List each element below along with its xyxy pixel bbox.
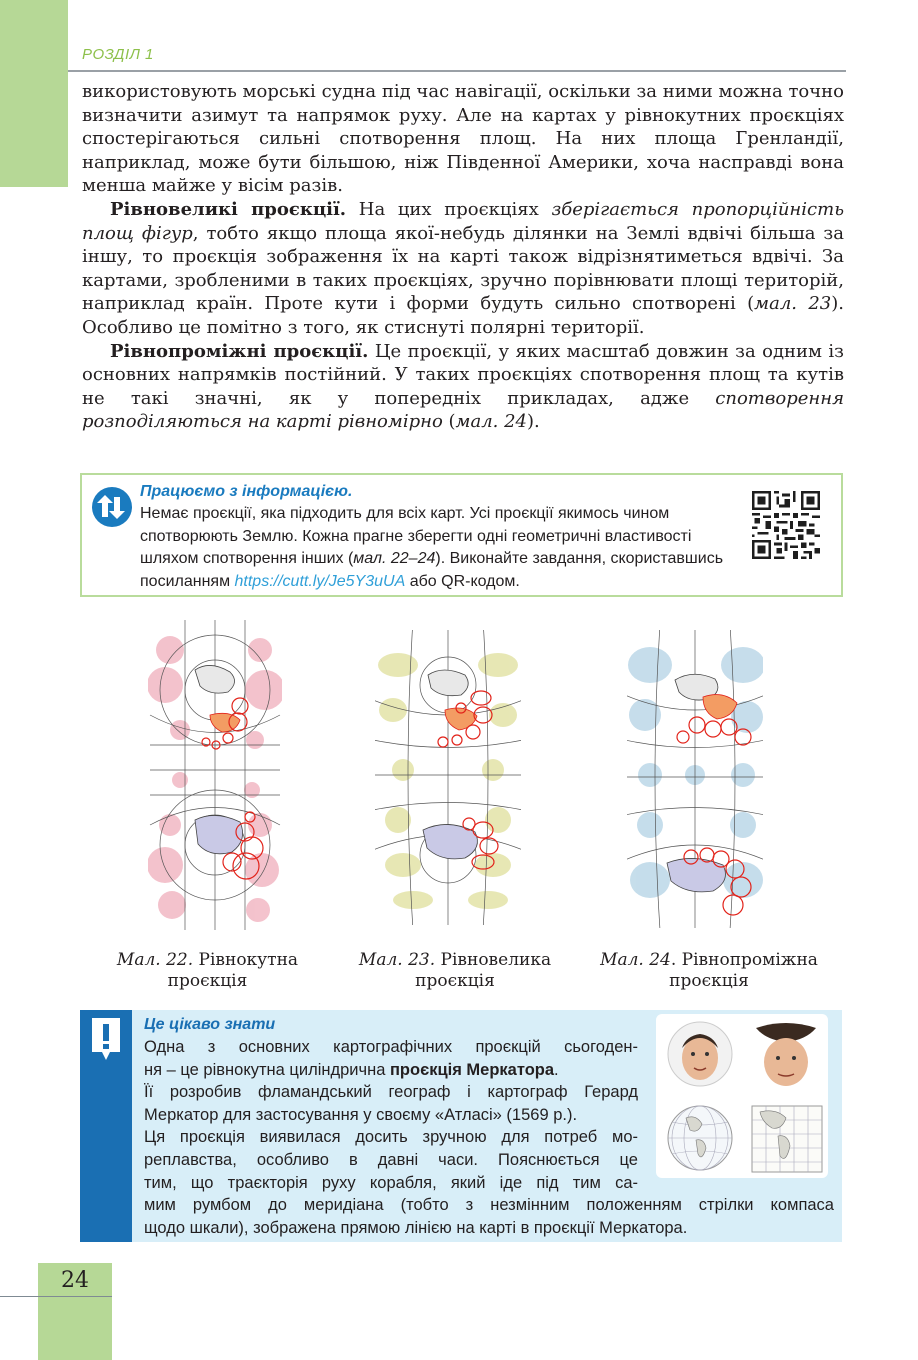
- fact-stripe: [80, 1010, 132, 1242]
- figure-ref: мал. 23: [754, 293, 832, 315]
- paragraph-1: використовують морські судна під час навігації, оскільки за ними можна точно визначити азимут та напрямок руху. Але на картах у рівнокутних проєкціях спостерігаються сильні спотворення площ. На них площа Гренландії, наприклад, може бути більшою, ніж Південної Америки, хоча насправді вона менша майже у вісім разів.: [82, 81, 844, 197]
- main-text: [82, 80, 844, 434]
- fact-title: Це цікаво знати: [144, 1016, 276, 1033]
- map-equal-area: [373, 620, 523, 930]
- header-divider: [68, 70, 846, 72]
- resource-link[interactable]: https://cutt.ly/Je5Y3uUA: [234, 572, 406, 590]
- figure-ref: мал. 24: [455, 411, 528, 433]
- info-text: Немає проєкції, яка підходить для всіх карт. Усі проєкції якимось чином спотворюють Землю. Кожна прагне зберегти одні геометричні властивості шляхом спотворення інших (мал. 22–24). Виконайте завдання, скориставшись посиланням https://cutt.ly/Je5Y3uUA або QR-кодом.: [140, 505, 724, 590]
- map-equidistant: [625, 625, 765, 930]
- mercator-term: проєкція Меркатора: [389, 1060, 555, 1079]
- info-box: [80, 473, 843, 597]
- caption-fig-24: Мал. 24. Рівнопроміжна проєкція: [600, 950, 818, 991]
- arrows-up-down-icon: [92, 487, 132, 527]
- paragraph-2: Рівновеликі проєкції. На цих проєкціях зберігається пропорційність площ фігур, тобто якщо площа якої-небудь ділянки на Землі вдвічі більша за іншу, то проєкція зображення їх на карті також відрізнятиметься вдвічі. За картами, зробленими в таких проєкціях, зручно порівнювати площі територій, наприклад країн. Проте кути і форми будуть сильно спотворені (мал. 23). Особливо це помітно з того, як стиснуті полярні території.: [82, 198, 844, 338]
- qr-code-icon[interactable]: [752, 491, 820, 559]
- term-equal-area: Рівновеликі проєкції.: [110, 198, 347, 220]
- mercator-illustration: [656, 1014, 828, 1178]
- caption-fig-23: Мал. 23. Рівновелика проєкція: [358, 950, 552, 991]
- term-equidistant: Рівнопроміжні проєкції.: [110, 340, 369, 362]
- map-conformal: [140, 620, 290, 930]
- chapter-tab: [0, 0, 68, 187]
- paragraph-3: Рівнопроміжні проєкції. Це проєкції, у яких масштаб довжин за одним із основних напрямків постійний. У таких проєкціях спотворення площ та кутів не такі значні, як у попередніх прикладах, адже спотворення розподіляються на карті рівномірно (мал. 24).: [82, 340, 845, 433]
- caption-fig-22: Мал. 22. Рівнокутна проєкція: [116, 950, 299, 991]
- fact-box: [80, 1010, 842, 1242]
- footer-divider: [0, 1296, 112, 1297]
- fact-text: Одна з основних картографічних проєкцій сьогоден- ня – це рівнокутна циліндрична проєкція Меркатора. Її розробив фламандський географ і картограф Герард Меркатор для застосування у своєму «Атласі» (1569 р.). Ця проєкція виявилася досить зручною для потреб мо- реплавства, особливо в давні часи. Пояснюється це тим, що траєкторія руху корабля, який іде під тим са- мим румбом до меридіана (тобто з незмінним положенням стрілки компаса щодо шкали), зображена прямою лінією на карті в проєкції Меркатора.: [144, 1038, 834, 1237]
- page-number: 24: [61, 1268, 89, 1293]
- exclamation-icon: [80, 1010, 132, 1070]
- section-label: РОЗДІЛ 1: [82, 46, 154, 63]
- info-title: Працюємо з інформацією.: [140, 483, 353, 500]
